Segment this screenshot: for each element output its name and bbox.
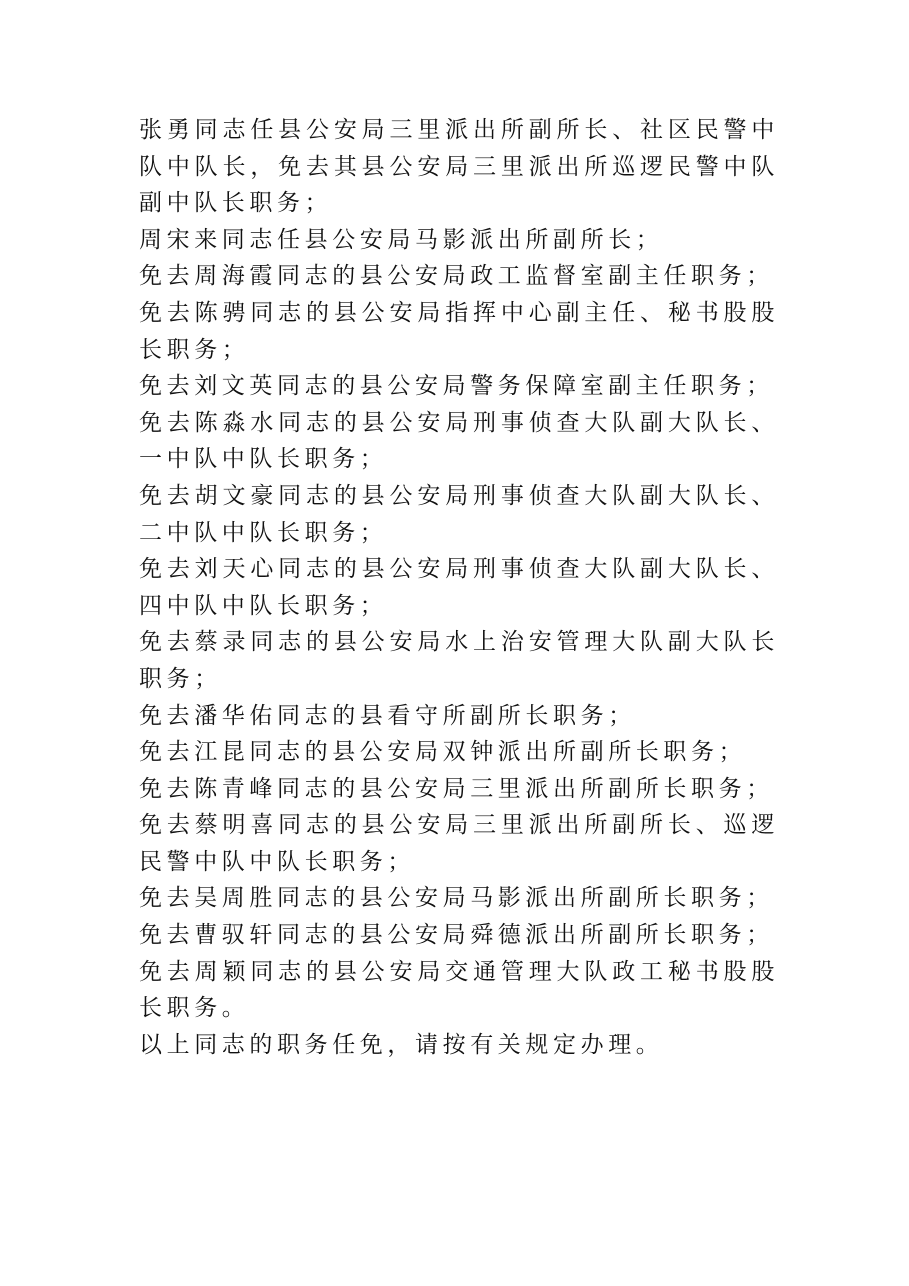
paragraph-removal-jiang-kun: 免去江昆同志的县公安局双钟派出所副所长职务； (139, 739, 747, 766)
paragraph-removal-zhou-ying: 免去周颖同志的县公安局交通管理大队政工秘书股股长职务。 (139, 958, 779, 1022)
paragraph-removal-cai-lu: 免去蔡录同志的县公安局水上治安管理大队副大队长职务； (139, 629, 779, 692)
paragraph-closing-note: 以上同志的职务任免，请按有关规定办理。 (139, 1031, 664, 1058)
paragraph-removal-liu-tianxin: 免去刘天心同志的县公安局刑事侦查大队副大队长、四中队中队长职务； (139, 556, 779, 619)
document-body (139, 112, 779, 1063)
paragraph-removal-chen-cheng: 免去陈骋同志的县公安局指挥中心副主任、秘书股股长职务； (139, 299, 779, 363)
paragraph-appointment-zhang-yong: 张勇同志任县公安局三里派出所副所长、社区民警中队中队长，免去其县公安局三里派出所巡逻民警中队副中队长职务； (139, 117, 779, 217)
paragraph-removal-cai-mingxi: 免去蔡明喜同志的县公安局三里派出所副所长、巡逻民警中队中队长职务； (139, 812, 779, 875)
paragraph-removal-liu-wenying: 免去刘文英同志的县公安局警务保障室副主任职务； (139, 373, 774, 400)
paragraph-removal-wu-zhousheng: 免去吴周胜同志的县公安局马影派出所副所长职务； (139, 885, 774, 912)
paragraph-appointment-zhou-songlai: 周宋来同志任县公安局马影派出所副所长； (139, 226, 664, 253)
paragraph-removal-cao-yuxuan: 免去曹驭轩同志的县公安局舜德派出所副所长职务； (139, 922, 774, 949)
paragraph-removal-chen-miaoshui: 免去陈淼水同志的县公安局刑事侦查大队副大队长、一中队中队长职务； (139, 409, 779, 473)
paragraph-removal-zhou-haixia: 免去周海霞同志的县公安局政工监督室副主任职务； (139, 263, 774, 290)
paragraph-removal-pan-huayou: 免去潘华佑同志的县看守所副所长职务； (139, 702, 636, 729)
paragraph-removal-hu-wenhao: 免去胡文豪同志的县公安局刑事侦查大队副大队长、二中队中队长职务； (139, 482, 779, 546)
paragraph-removal-chen-qingfeng: 免去陈青峰同志的县公安局三里派出所副所长职务； (139, 775, 774, 802)
